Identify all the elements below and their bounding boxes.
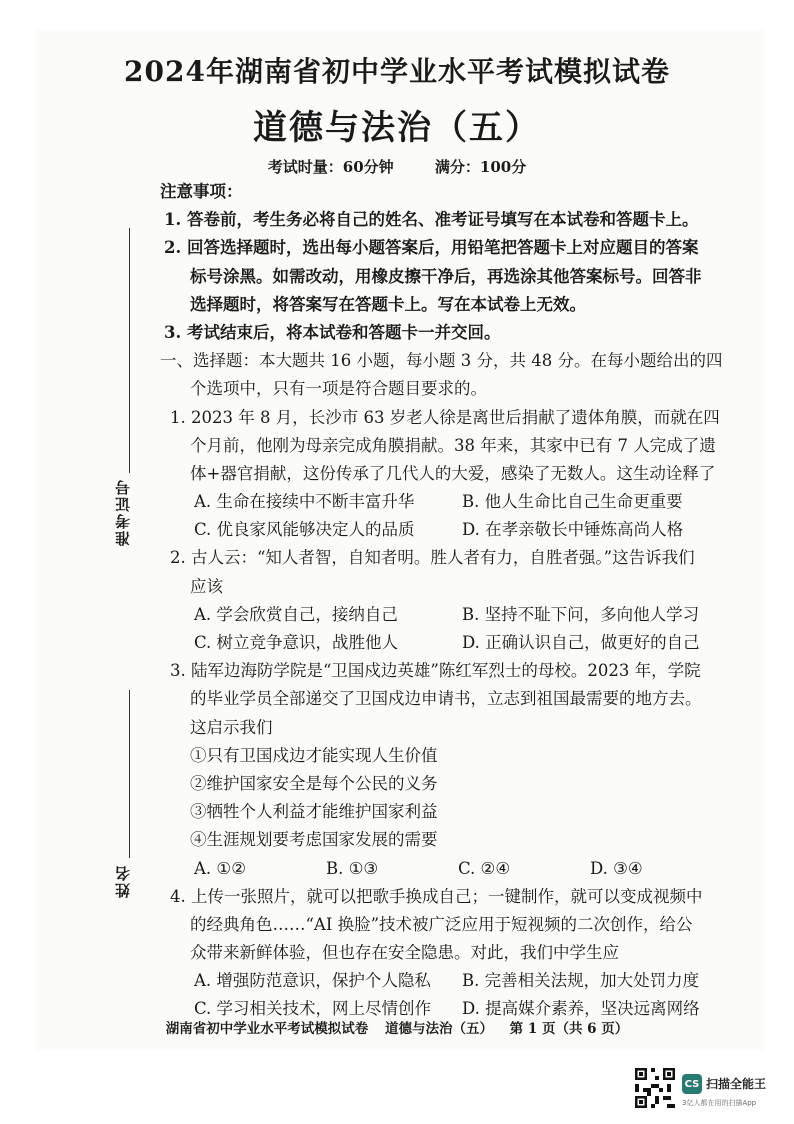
option-c: C. ②④: [458, 858, 511, 878]
note-line: 标号涂黑。如需改动，用橡皮擦干净后，再选涂其他答案标号。回答非: [190, 266, 702, 286]
camscanner-name: 扫描全能王: [706, 1077, 767, 1091]
exam-content: [160, 178, 760, 1024]
page-footer: [0, 1017, 794, 1037]
exam-time: 考试时量：60分钟: [267, 158, 394, 176]
notes-heading: 注意事项：: [160, 182, 243, 201]
option-b: B. ①③: [326, 858, 379, 878]
question-2-stem: 应该: [190, 576, 223, 596]
option-c: C. 优良家风能够决定人的品质: [194, 520, 415, 540]
question-1-options-row: [160, 516, 760, 544]
option-a: A. 增强防范意识，保护个人隐私: [194, 971, 431, 991]
full-score: 满分：100分: [434, 158, 527, 176]
question-2-options-row: [160, 601, 760, 629]
option-c: C. 学习相关技术，网上尽情创作: [194, 999, 432, 1019]
footer-subject: 道德与法治（五）: [384, 1021, 493, 1037]
name-line: [129, 690, 130, 858]
camscanner-tagline: 3亿人都在用的扫描App: [682, 1099, 757, 1107]
question-4-stem: 的经典角色……“AI 换脸”技术被广泛应用于短视频的二次创作，给公: [190, 914, 693, 934]
question-2-stem: 2. 古人云：“知人者智，自知者明。胜人者有力，自胜者强。”这告诉我们: [170, 548, 695, 568]
option-d: D. 在孝亲敬长中锤炼高尚人格: [462, 520, 684, 540]
name-label: 姓名: [114, 864, 132, 898]
footer-page-number: 第 1 页（共 6 页）: [509, 1021, 629, 1037]
question-1-stem: 个月前，他刚为母亲完成角膜捐献。38 年来，其家中已有 7 人完成了遗: [190, 435, 716, 455]
question-1-stem: 体+器官捐献，这份传承了几代人的大爱，感染了无数人。这生动诠释了: [190, 463, 716, 483]
question-3-stem: 3. 陆军边海防学院是“卫国戍边英雄”陈红军烈士的母校。2023 年，学院: [170, 661, 701, 681]
question-1-options-row: [160, 488, 760, 516]
question-4-stem: 4. 上传一张照片，就可以把歌手换成自己；一键制作，就可以变成视频中: [170, 886, 703, 906]
note-line: 选择题时，将答案写在答题卡上。写在本试卷上无效。: [190, 294, 586, 314]
exam-title: 2024年湖南省初中学业水平考试模拟试卷: [124, 55, 670, 88]
option-a: A. ①②: [194, 858, 246, 878]
option-b: B. 他人生命比自己生命更重要: [462, 492, 683, 512]
option-b: B. 完善相关法规，加大处罚力度: [462, 971, 700, 991]
question-3-statement: ③牺牲个人利益才能维护国家利益: [190, 802, 438, 822]
option-d: D. 提高媒介素养，坚决远离网络: [462, 999, 700, 1019]
option-a: A. 学会欣赏自己，接纳自己: [194, 604, 398, 624]
question-3-stem: 的毕业学员全部递交了卫国戍边申请书，立志到祖国最需要的地方去。: [190, 689, 702, 709]
question-4-stem: 众带来新鲜体验，但也存在安全隐患。对此，我们中学生应: [190, 943, 619, 963]
question-3-statement: ①只有卫国戍边才能实现人生价值: [190, 745, 438, 765]
question-3-stem: 这启示我们: [190, 717, 273, 737]
qr-code-icon: [635, 1068, 675, 1108]
question-2-options-row: [160, 629, 760, 657]
option-b: B. 坚持不耻下问，多向他人学习: [462, 604, 700, 624]
question-3-statement: ④生涯规划要考虑国家发展的需要: [190, 830, 438, 850]
exam-no-label: 准考证号: [114, 478, 132, 546]
note-line: 1. 答卷前，考生务必将自己的姓名、准考证号填写在本试卷和答题卡上。: [164, 210, 699, 230]
question-3-statement: ②维护国家安全是每个公民的义务: [190, 773, 438, 793]
option-a: A. 生命在接续中不断丰富升华: [194, 492, 415, 512]
camscanner-logo-icon: CS: [682, 1074, 702, 1094]
option-d: D. 正确认识自己，做更好的自己: [462, 633, 700, 652]
option-c: C. 树立竞争意识，战胜他人: [194, 633, 399, 652]
note-line: 2. 回答选择题时，选出每小题答案后，用铅笔把答题卡上对应题目的答案: [164, 238, 699, 258]
section-instructions: 一、选择题：本大题共 16 小题，每小题 3 分，共 48 分。在每小题给出的四: [160, 351, 723, 371]
exam-no-line: [129, 228, 130, 473]
question-4-options-row: [160, 967, 760, 995]
note-line: 3. 考试结束后，将本试卷和答题卡一并交回。: [164, 322, 501, 342]
section-instructions-cont: 个选项中，只有一项是符合题目要求的。: [190, 379, 487, 399]
footer-paper-name: 湖南省初中学业水平考试模拟试卷: [165, 1021, 369, 1037]
question-1-stem: 1. 2023 年 8 月，长沙市 63 岁老人徐是离世后捐献了遗体角膜，而就在四: [170, 407, 720, 427]
question-3-options-row: [160, 855, 760, 883]
option-d: D. ③④: [590, 858, 643, 878]
subject-title: 道德与法治（五）: [253, 108, 541, 148]
exam-info: [0, 156, 794, 177]
